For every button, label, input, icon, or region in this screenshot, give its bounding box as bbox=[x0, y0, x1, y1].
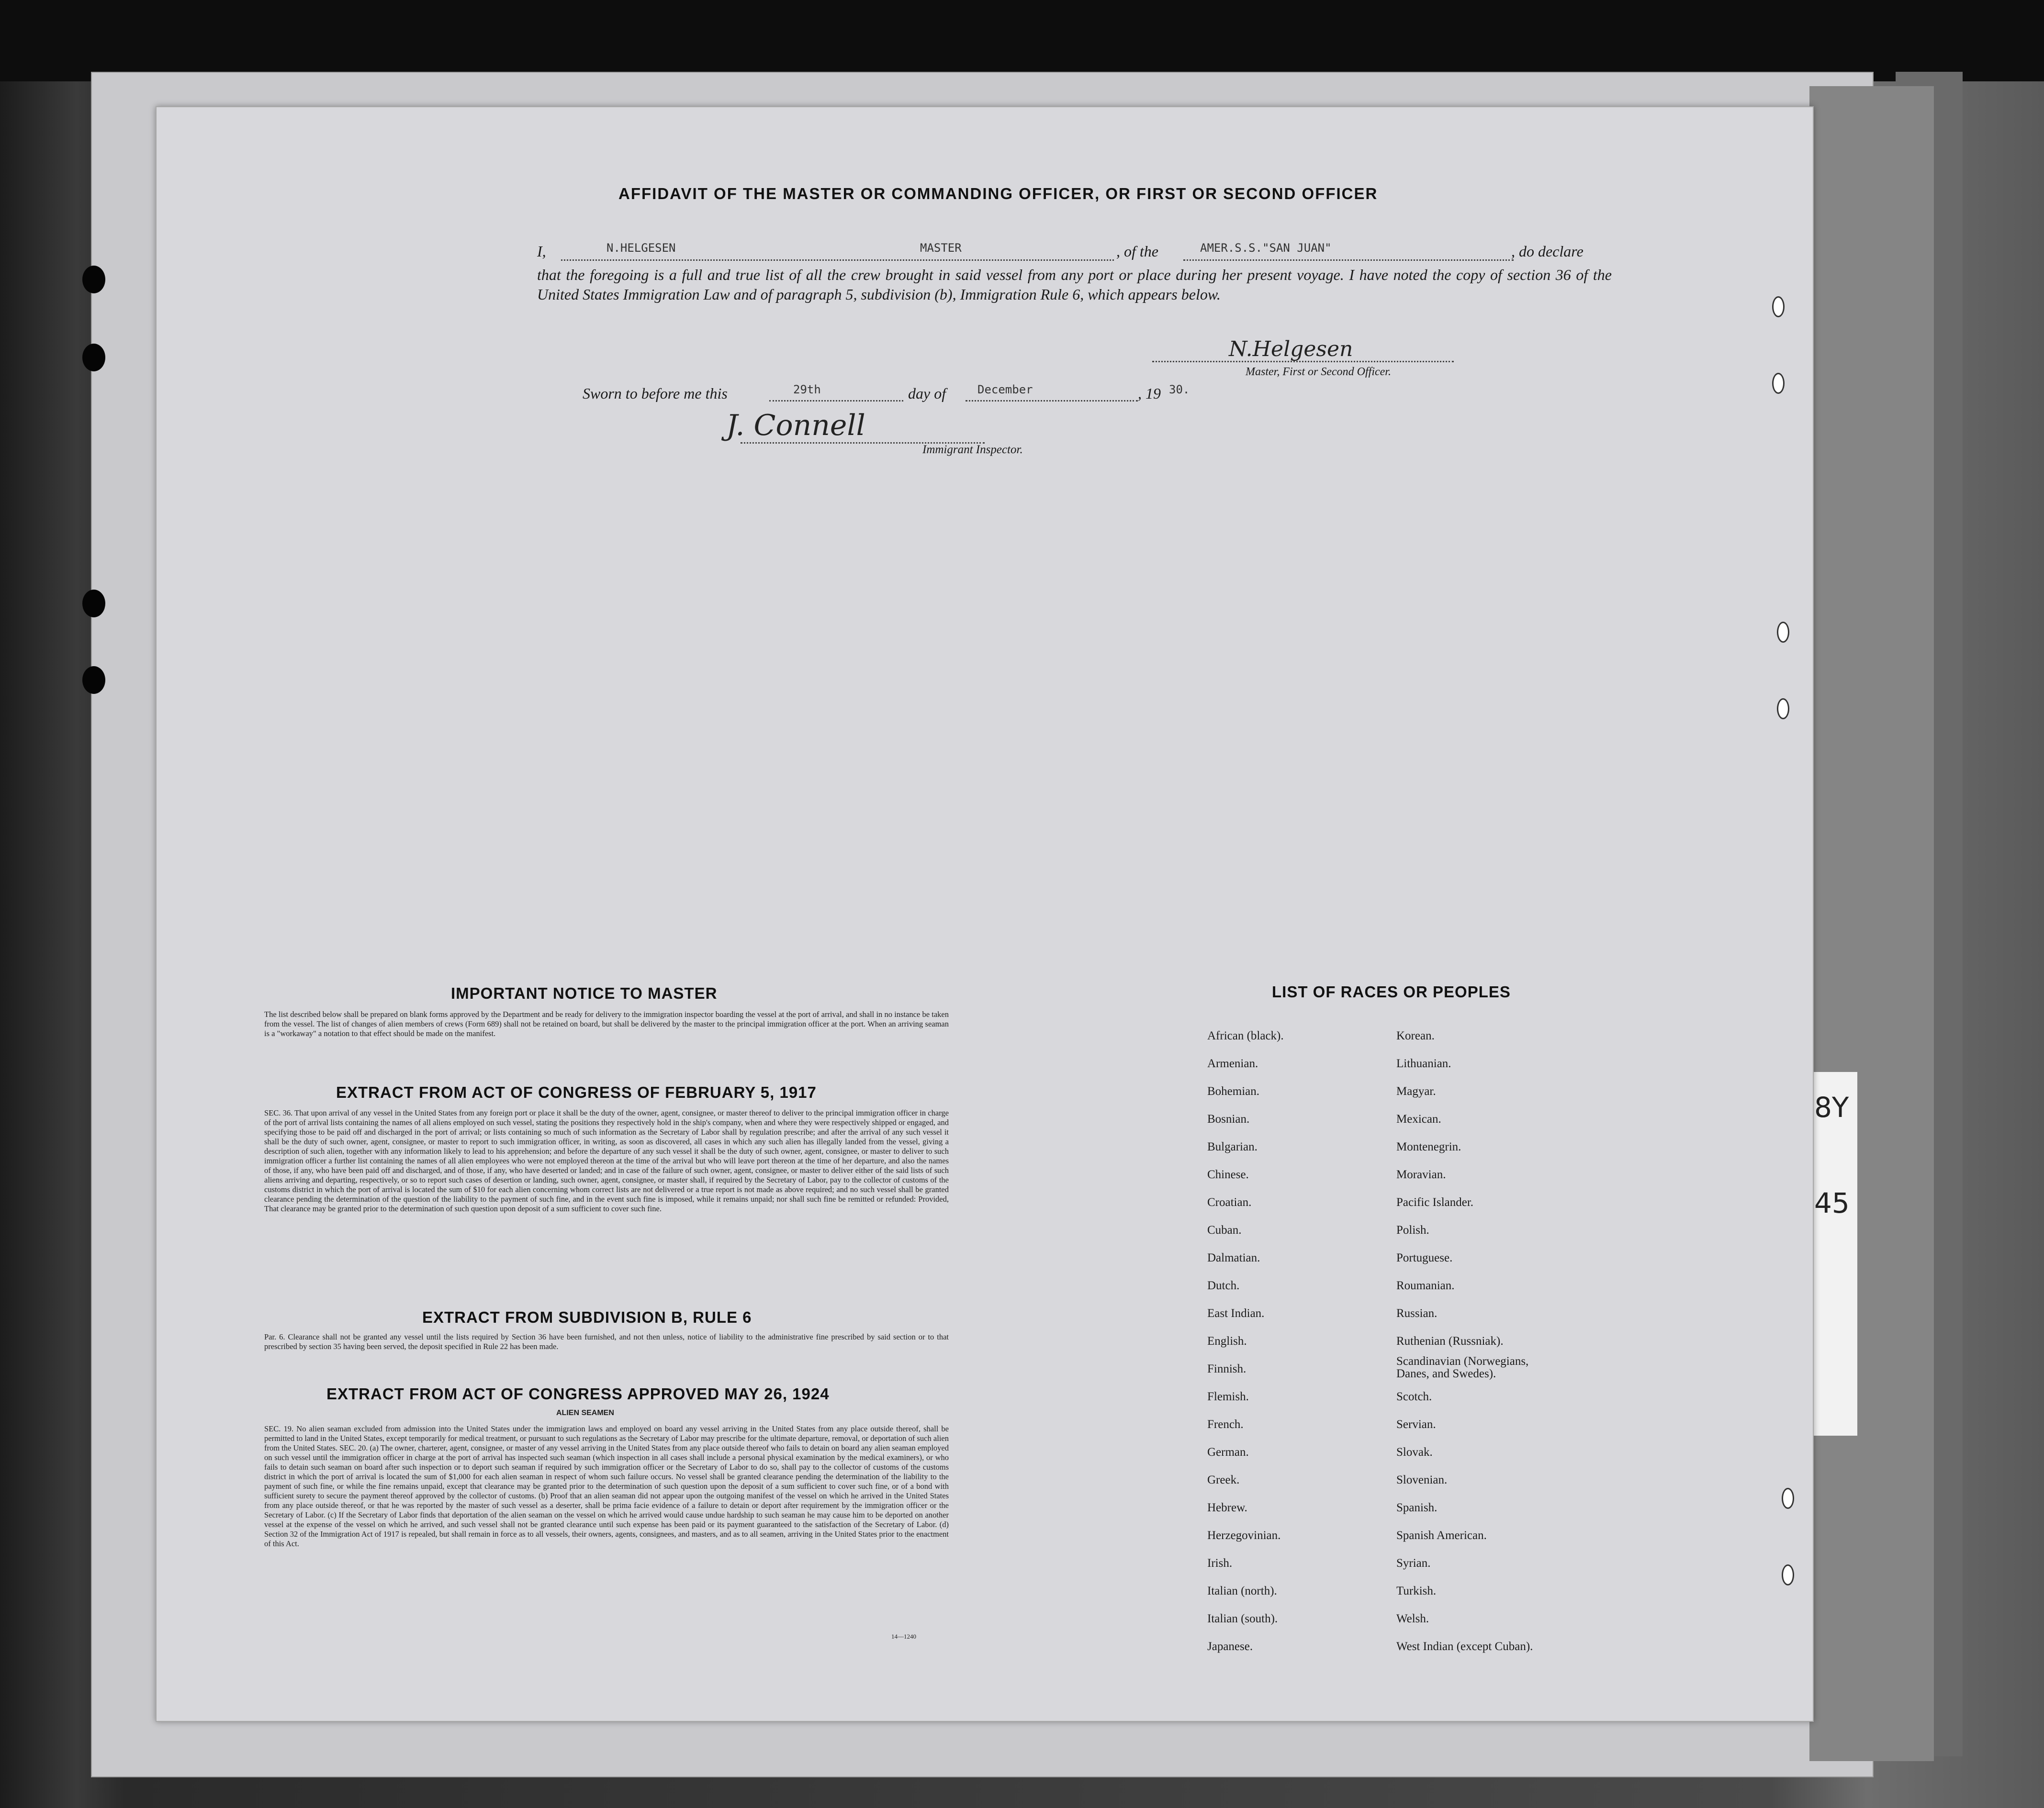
extract-rule6-title: EXTRACT FROM SUBDIVISION B, RULE 6 bbox=[422, 1308, 752, 1326]
sworn-day: 29th bbox=[793, 383, 821, 396]
notice-body: The list described below shall be prepared on blank forms approved by the Department and be ready for delivery to the immigration inspector boarding the vessel at the port of arrival, and shall in no instance be taken from the vessel. The list of changes of alien members of crews (Form 689) shall not be retained on board, but shall be delivered by the master to the principal immigration officer at the port. When an arriving seaman is a "workaway" a notation to that effect should be made on the manifest. bbox=[264, 1010, 949, 1038]
race-item: Italian (south). bbox=[1207, 1612, 1278, 1625]
race-item: Roumanian. bbox=[1396, 1279, 1455, 1292]
race-item: Slovak. bbox=[1396, 1446, 1433, 1459]
race-item: Armenian. bbox=[1207, 1057, 1258, 1070]
race-item: Turkish. bbox=[1396, 1585, 1437, 1597]
extract-1924-subtitle: ALIEN SEAMEN bbox=[556, 1409, 614, 1417]
punch-mark bbox=[1782, 1488, 1794, 1509]
month-line bbox=[966, 400, 1138, 402]
race-item: Chinese. bbox=[1207, 1168, 1249, 1181]
race-item: African (black). bbox=[1207, 1029, 1284, 1042]
sworn-year: 30. bbox=[1169, 383, 1190, 396]
race-item: Italian (north). bbox=[1207, 1585, 1277, 1597]
affidavit-body: that the foregoing is a full and true list of all the crew brought in said vessel from any port or place during her present voyage. I have noted the copy of section 36 of the United States Immigration Law and of paragraph 5, subdivision (b), Immigration Rule 6, which appears below. bbox=[537, 266, 1612, 303]
race-item: Portuguese. bbox=[1396, 1251, 1453, 1264]
race-item: Montenegrin. bbox=[1396, 1140, 1461, 1153]
of-the-text: , of the bbox=[1116, 243, 1158, 260]
race-item: Hebrew. bbox=[1207, 1501, 1247, 1514]
punch-mark bbox=[1782, 1564, 1794, 1585]
race-item: Mexican. bbox=[1396, 1113, 1441, 1126]
margin-note: 45 bbox=[1814, 1187, 1850, 1219]
punch-mark bbox=[1772, 296, 1785, 317]
race-item: Croatian. bbox=[1207, 1196, 1252, 1209]
extract-1924-title: EXTRACT FROM ACT OF CONGRESS APPROVED MAY 26, 1924 bbox=[326, 1385, 830, 1403]
race-item: Spanish. bbox=[1396, 1501, 1438, 1514]
affidavit-title: AFFIDAVIT OF THE MASTER OR COMMANDING OFFICER, OR FIRST OR SECOND OFFICER bbox=[618, 185, 1378, 202]
race-item: Irish. bbox=[1207, 1557, 1233, 1570]
vessel-line bbox=[1183, 259, 1514, 261]
extract-1917-body: SEC. 36. That upon arrival of any vessel in the United States from any foreign port or place it shall be the duty of the owner, agent, consignee, or master thereof to deliver to the principal immigration officer in charge of the port of arrival lists containing the names of all aliens employed on such vessel, stating the positions they respectively hold in the ship's company, when and where they were respectively shipped or engaged, and specifying those to be paid off and discharged in the port of arrival; or lists containing so much of such information as the Secretary of Labor shall by regulation prescribe; and after the arrival of any such vessel it shall be the duty of such owner, agent, consignee, or master to report to such immigration officer, in writing, as soon as discovered, all cases in which any such alien has illegally landed from the vessel, giving a description of such alien, together with any information likely to lead to his apprehension; and before the departure of any such vessel it shall be the duty of such owner, agent, consignee, or master to deliver to such immigration officer a further list containing the names of all alien employees who were not employed thereon at the time of the arrival but who will leave port thereon at the time of her departure, and also the names of those, if any, who have been paid off and discharged, and of those, if any, who have deserted or landed; and in case of the failure of such owner, agent, consignee, or master to deliver either of the said lists of such aliens arriving and departing, respectively, or so to report such cases of desertion or landing, such owner, agent, consignee, or master shall, if required by the Secretary of Labor, pay to the collector of customs of the customs district in which the port of arrival is located the sum of $10 for each alien concerning whom correct lists are not delivered or a true report is not made as above required; and no such vessel shall be granted clearance pending the determination of the question of the liability to the payment of such fine, and in the event such fine is imposed, while it remains unpaid; nor shall such fine be remitted or refunded: Provided, That clearance may be granted prior to the determination of such question upon deposit of a sum sufficient to cover such fine. bbox=[264, 1108, 949, 1213]
scan-top-band bbox=[0, 0, 2044, 81]
inspector-signature: J. Connell bbox=[726, 409, 865, 442]
race-item: West Indian (except Cuban). bbox=[1396, 1640, 1533, 1653]
notice-title: IMPORTANT NOTICE TO MASTER bbox=[451, 984, 718, 1002]
race-item: Finnish. bbox=[1207, 1362, 1247, 1375]
race-item: Scotch. bbox=[1396, 1390, 1432, 1403]
race-item: Russian. bbox=[1396, 1307, 1438, 1320]
race-item: Scandinavian (Norwegians, Danes, and Swedes). bbox=[1396, 1355, 1529, 1380]
form-number: 14—1240 bbox=[891, 1633, 916, 1640]
race-item: Dutch. bbox=[1207, 1279, 1240, 1292]
race-item: Bosnian. bbox=[1207, 1113, 1250, 1126]
race-item: Japanese. bbox=[1207, 1640, 1253, 1653]
affidavit-i: I, bbox=[537, 243, 546, 260]
sworn-text: Sworn to before me this bbox=[583, 385, 728, 402]
inspector-title: Immigrant Inspector. bbox=[922, 443, 1023, 456]
sworn-month: December bbox=[977, 383, 1033, 396]
race-item: Herzegovinian. bbox=[1207, 1529, 1281, 1542]
race-item: Moravian. bbox=[1396, 1168, 1446, 1181]
race-item: Welsh. bbox=[1396, 1612, 1429, 1625]
binder-hole bbox=[82, 344, 105, 371]
right-edge-sheet bbox=[1809, 86, 1934, 1761]
extract-rule6-body: Par. 6. Clearance shall not be granted any vessel until the lists required by Section 36 have been furnished, and not then unless, notice of liability to the administrative fine prescribed by said section or to that prescribed by section 35 having been served, the deposit specified in Rule 22 has been made. bbox=[264, 1332, 949, 1351]
race-item: Korean. bbox=[1396, 1029, 1435, 1042]
race-item: Ruthenian (Russniak). bbox=[1396, 1335, 1504, 1348]
signature-title: Master, First or Second Officer. bbox=[1246, 366, 1391, 378]
do-declare-text: , do declare bbox=[1511, 243, 1584, 260]
race-item: French. bbox=[1207, 1418, 1244, 1431]
punch-mark bbox=[1777, 698, 1789, 719]
race-item: Flemish. bbox=[1207, 1390, 1249, 1403]
race-item: Polish. bbox=[1396, 1224, 1429, 1237]
race-item: Greek. bbox=[1207, 1473, 1240, 1486]
race-item: Magyar. bbox=[1396, 1085, 1436, 1098]
race-item: Dalmatian. bbox=[1207, 1251, 1260, 1264]
affidavit-page bbox=[156, 106, 1814, 1722]
race-item: Cuban. bbox=[1207, 1224, 1242, 1237]
year-prefix: , 19 bbox=[1138, 385, 1161, 402]
punch-mark bbox=[1777, 622, 1789, 643]
race-item: East Indian. bbox=[1207, 1307, 1265, 1320]
races-title: LIST OF RACES OR PEOPLES bbox=[1272, 983, 1511, 1001]
race-item: Lithuanian. bbox=[1396, 1057, 1451, 1070]
race-item: Spanish American. bbox=[1396, 1529, 1487, 1542]
binder-hole bbox=[82, 590, 105, 617]
day-line bbox=[769, 400, 903, 402]
binder-hole bbox=[82, 266, 105, 293]
margin-note: 8Y bbox=[1814, 1091, 1849, 1124]
master-name: N.HELGESEN bbox=[606, 241, 676, 255]
name-line bbox=[561, 259, 1114, 261]
race-item: German. bbox=[1207, 1446, 1249, 1459]
punch-mark bbox=[1772, 373, 1785, 394]
master-rank: MASTER bbox=[920, 241, 962, 255]
race-item: Servian. bbox=[1396, 1418, 1436, 1431]
race-item: Bulgarian. bbox=[1207, 1140, 1258, 1153]
race-item: Slovenian. bbox=[1396, 1473, 1448, 1486]
extract-1917-title: EXTRACT FROM ACT OF CONGRESS OF FEBRUARY 5, 1917 bbox=[336, 1083, 817, 1101]
race-item: English. bbox=[1207, 1335, 1247, 1348]
race-item: Bohemian. bbox=[1207, 1085, 1260, 1098]
binder-hole bbox=[82, 666, 105, 694]
race-item: Syrian. bbox=[1396, 1557, 1431, 1570]
master-signature: N.Helgesen bbox=[1229, 337, 1353, 361]
extract-1924-body: SEC. 19. No alien seaman excluded from admission into the United States under the immigration laws and employed on board any vessel arriving in the United States from any place outside thereof, shall be permitted to land in the United States, except temporarily for medical treatment, or pursuant to such regulations as the Secretary of Labor may prescribe for the ultimate departure, removal, or deportation of such alien from the United States. SEC. 20. (a) The owner, charterer, agent, consignee, or master of any vessel arriving in the United States from any place outside thereof who fails to detain on board any alien seaman employed on such vessel until the immigration officer in charge at the port of arrival has inspected such seaman (which inspection in all cases shall include a personal physical examination by the medical examiners), or who fails to detain such seaman on board after such inspection or to deport such seaman if required by such immigration officer or the Secretary of Labor to do so, shall pay to the collector of customs of the customs district in which the port of arrival is located the sum of $1,000 for each alien seaman in respect of whom such failure occurs. No vessel shall be granted clearance pending the determination of the liability to the payment of such fine, or while the fine remains unpaid, except that clearance may be granted prior to the determination of such question upon the deposit of a sum sufficient to cover such fine, or of a bond with sufficient surety to secure the payment thereof approved by the collector of customs. (b) Proof that an alien seaman did not appear upon the outgoing manifest of the vessel on which he arrived in the United States from any place outside thereof, or that he was reported by the master of such vessel as a deserter, shall be prima facie evidence of a failure to detain or deport after requirement by the immigration officer or the Secretary of Labor. (c) If the Secretary of Labor finds that deportation of the alien seaman on the vessel on which he arrived would cause undue hardship to such seaman he may cause him to be deported on another vessel at the expense of the vessel on which he arrived, and such vessel shall not be granted clearance until such expense has been paid or its payment guaranteed to the satisfaction of the Secretary of Labor. (d) Section 32 of the Immigration Act of 1917 is repealed, but shall remain in force as to all vessels, their owners, agents, consignees, and masters, and as to all seamen, arriving in the United States prior to the enactment of this Act. bbox=[264, 1424, 949, 1548]
race-item: Pacific Islander. bbox=[1396, 1196, 1474, 1209]
vessel-name: AMER.S.S."SAN JUAN" bbox=[1200, 241, 1332, 255]
day-of-text: day of bbox=[908, 385, 946, 402]
